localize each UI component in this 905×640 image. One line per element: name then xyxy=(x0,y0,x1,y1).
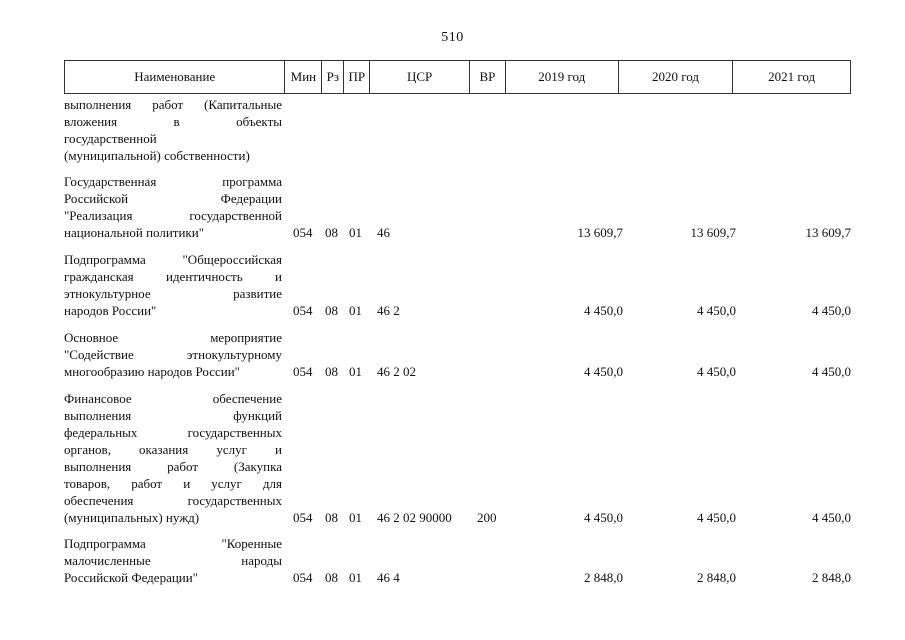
cell-rz: 08 xyxy=(325,364,338,379)
cell-y2020: 4 450,0 xyxy=(697,510,736,525)
row-name-line: государственной xyxy=(64,131,157,146)
row-name-line: (муниципальной) собственности) xyxy=(64,148,250,163)
row-name-line: вложения в объекты xyxy=(64,114,282,129)
row-values xyxy=(64,569,851,586)
cell-pr: 01 xyxy=(349,364,362,379)
row-values xyxy=(64,363,851,380)
cell-min: 054 xyxy=(293,303,313,318)
cell-rz: 08 xyxy=(325,510,338,525)
row-name-line: Российской Федерации" xyxy=(64,570,199,585)
cell-y2020: 4 450,0 xyxy=(697,303,736,318)
row-values xyxy=(64,147,851,164)
cell-pr: 01 xyxy=(349,510,362,525)
header-csr: ЦСР xyxy=(370,61,470,93)
cell-min: 054 xyxy=(293,510,313,525)
page-number: 510 xyxy=(441,30,464,45)
cell-rz: 08 xyxy=(325,303,338,318)
header-vr: ВР xyxy=(470,61,506,93)
cell-y2019: 4 450,0 xyxy=(584,303,623,318)
row-name-line: выполнения функций xyxy=(64,408,282,423)
cell-y2020: 4 450,0 xyxy=(697,364,736,379)
cell-y2019: 2 848,0 xyxy=(584,570,623,585)
row-name-line: этнокультурное развитие xyxy=(64,286,282,301)
row-name-line: товаров, работ и услуг для xyxy=(64,476,282,491)
table-header xyxy=(64,60,851,94)
header-2020: 2020 год xyxy=(619,61,734,93)
row-name-line: национальной политики" xyxy=(64,225,205,240)
cell-min: 054 xyxy=(293,364,313,379)
header-name: Наименование xyxy=(65,61,285,93)
cell-csr: 46 2 02 90000 xyxy=(377,510,452,525)
row-name-line: Подпрограмма "Общероссийская xyxy=(64,252,282,267)
row-name xyxy=(64,390,282,526)
cell-csr: 46 4 xyxy=(377,570,400,585)
row-name-line: малочисленные народы xyxy=(64,553,282,568)
row-name-line: обеспечения государственных xyxy=(64,493,282,508)
row-values xyxy=(64,224,851,241)
row-values xyxy=(64,509,851,526)
row-name-line: Российской Федерации xyxy=(64,191,282,206)
row-name-line: выполнения работ (Капитальные xyxy=(64,97,282,112)
row-name-line: (муниципальных) нужд) xyxy=(64,510,200,525)
cell-y2021: 4 450,0 xyxy=(812,510,851,525)
cell-vr: 200 xyxy=(477,510,497,525)
cell-rz: 08 xyxy=(325,225,338,240)
cell-y2021: 2 848,0 xyxy=(812,570,851,585)
cell-rz: 08 xyxy=(325,570,338,585)
cell-y2021: 13 609,7 xyxy=(805,225,851,240)
cell-csr: 46 2 02 xyxy=(377,364,416,379)
row-values xyxy=(64,302,851,319)
cell-pr: 01 xyxy=(349,303,362,318)
cell-min: 054 xyxy=(293,225,313,240)
row-name-line: Государственная программа xyxy=(64,174,282,189)
row-name-line: гражданская идентичность и xyxy=(64,269,282,284)
cell-y2020: 13 609,7 xyxy=(690,225,736,240)
header-pr: ПР xyxy=(344,61,370,93)
cell-csr: 46 xyxy=(377,225,390,240)
row-name-line: "Реализация государственной xyxy=(64,208,282,223)
row-name-line: многообразию народов России" xyxy=(64,364,240,379)
header-min: Мин xyxy=(285,61,322,93)
header-2021: 2021 год xyxy=(768,69,816,84)
row-name-line: Подпрограмма "Коренные xyxy=(64,536,282,551)
cell-pr: 01 xyxy=(349,225,362,240)
header-rz: Рз xyxy=(322,61,344,93)
row-name-line: Финансовое обеспечение xyxy=(64,391,282,406)
cell-csr: 46 2 xyxy=(377,303,400,318)
row-name-line: "Содействие этнокультурному xyxy=(64,347,282,362)
cell-y2021: 4 450,0 xyxy=(812,364,851,379)
cell-pr: 01 xyxy=(349,570,362,585)
row-name-line: народов России" xyxy=(64,303,157,318)
cell-y2020: 2 848,0 xyxy=(697,570,736,585)
row-name-line: выполнения работ (Закупка xyxy=(64,459,282,474)
cell-y2019: 4 450,0 xyxy=(584,364,623,379)
row-name-line: органов, оказания услуг и xyxy=(64,442,282,457)
cell-min: 054 xyxy=(293,570,313,585)
header-2019: 2019 год xyxy=(506,61,619,93)
row-name-line: федеральных государственных xyxy=(64,425,282,440)
cell-y2019: 4 450,0 xyxy=(584,510,623,525)
cell-y2021: 4 450,0 xyxy=(812,303,851,318)
row-name-line: Основное мероприятие xyxy=(64,330,282,345)
cell-y2019: 13 609,7 xyxy=(577,225,623,240)
